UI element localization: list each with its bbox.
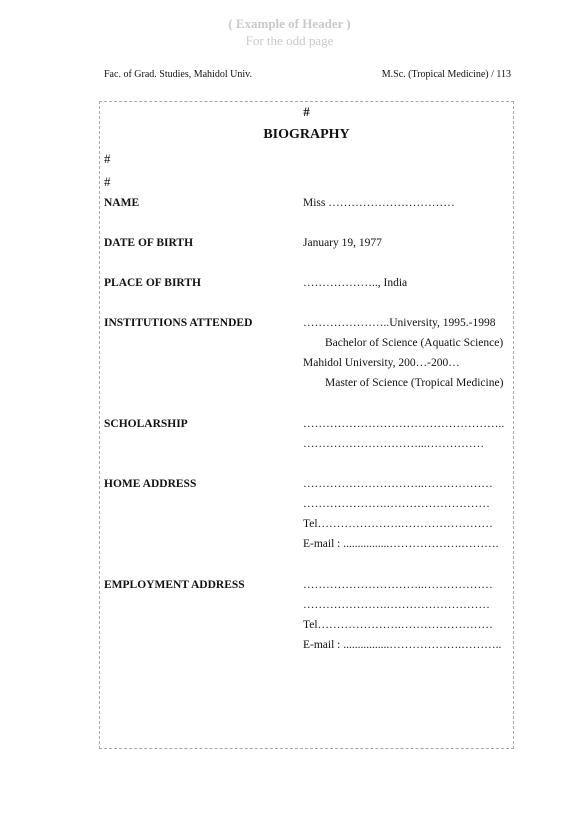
scholarship-line-2: …………………………...…………… xyxy=(303,438,485,450)
dob-label: DATE OF BIRTH xyxy=(104,237,194,249)
pob-label: PLACE OF BIRTH xyxy=(104,277,201,289)
dob-value: January 19, 1977 xyxy=(303,237,382,249)
home-email: E-mail : ................……………….………. xyxy=(303,538,499,550)
hash-marker-top: # xyxy=(303,104,310,119)
home-address-label: HOME ADDRESS xyxy=(104,478,197,490)
hash-marker-2: # xyxy=(104,174,111,189)
hash-marker-1: # xyxy=(104,151,111,166)
running-header-left: Fac. of Grad. Studies, Mahidol Univ. xyxy=(104,69,252,80)
employment-tel: Tel………………….…………………… xyxy=(303,619,493,631)
employment-address-line-2: ………………….……………………… xyxy=(303,599,490,611)
institution-line-4: Master of Science (Tropical Medicine) xyxy=(325,377,504,389)
employment-email: E-mail : ................……………….……….. xyxy=(303,639,502,651)
scholarship-label: SCHOLARSHIP xyxy=(104,418,188,430)
home-address-line-1: …………………………..……………… xyxy=(303,478,493,490)
name-label: NAME xyxy=(104,197,140,209)
running-header-right: M.Sc. (Tropical Medicine) / 113 xyxy=(381,69,511,80)
institution-line-3: Mahidol University, 200…-200… xyxy=(303,357,460,369)
pob-value: ……………….., India xyxy=(303,277,408,289)
header-example-title: ( Example of Header ) xyxy=(228,16,351,31)
home-tel: Tel………………….…………………… xyxy=(303,518,493,530)
institution-line-2: Bachelor of Science (Aquatic Science) xyxy=(325,337,504,349)
header-example-subtitle: For the odd page xyxy=(245,33,334,48)
name-value: Miss …………………………… xyxy=(303,197,455,209)
institutions-label: INSTITUTIONS ATTENDED xyxy=(104,317,253,329)
home-address-line-2: ………………….……………………… xyxy=(303,498,490,510)
institution-line-1: …………………..University, 1995.-1998 xyxy=(303,317,496,329)
employment-address-line-1: …………………………..……………… xyxy=(303,579,493,591)
employment-address-label: EMPLOYMENT ADDRESS xyxy=(104,579,245,591)
scholarship-line-1: …………………………………………….. xyxy=(303,418,505,430)
page-title: BIOGRAPHY xyxy=(263,127,350,142)
